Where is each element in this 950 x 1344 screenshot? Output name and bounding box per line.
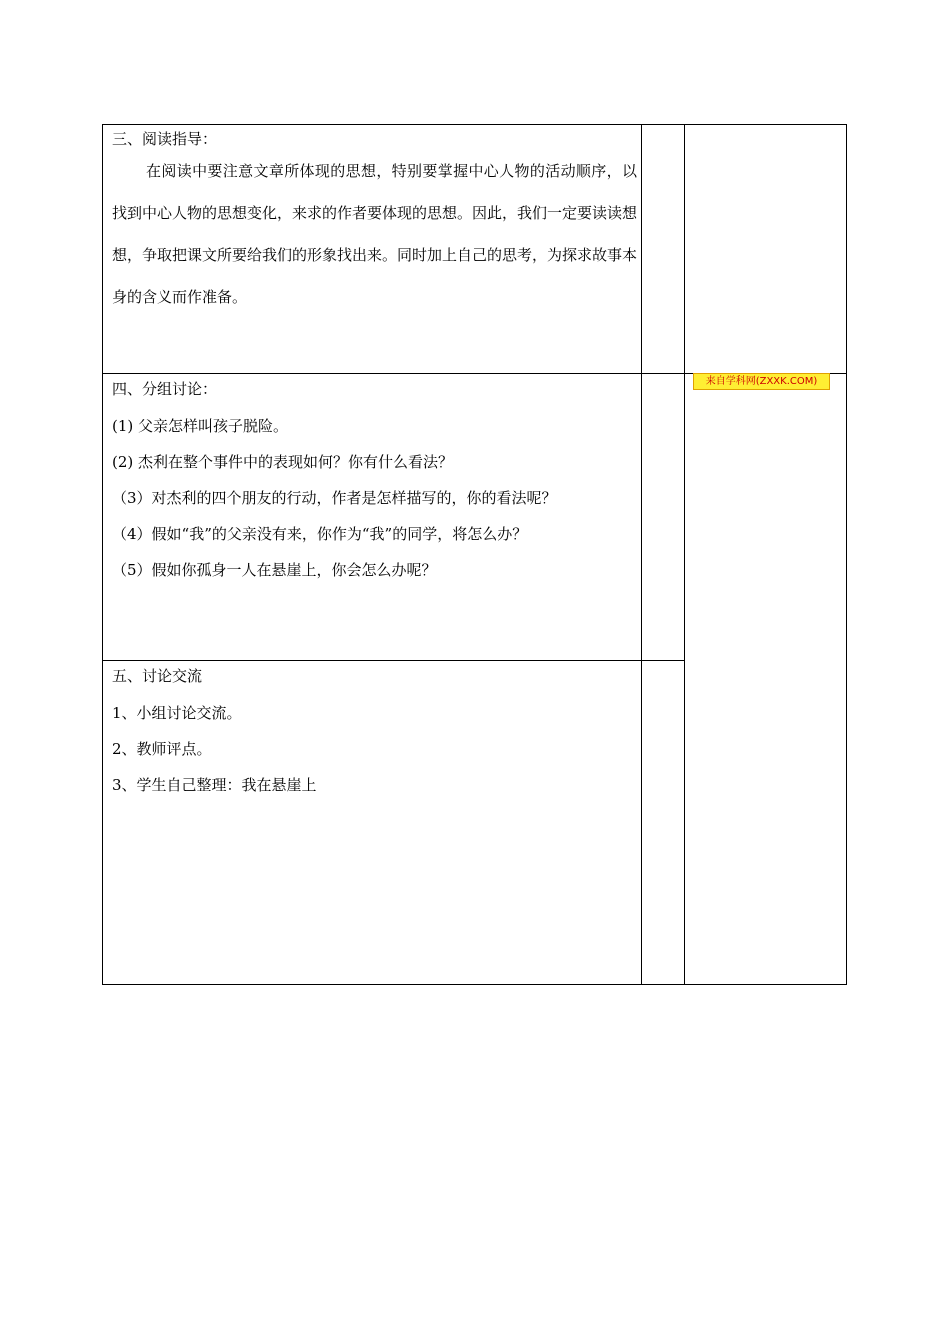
group-discussion-section: [112, 378, 637, 658]
discussion-exchange-section: [112, 665, 637, 975]
column-divider-2: [684, 124, 685, 985]
exchange-step: 2、教师评点。: [112, 740, 212, 758]
exchange-step: 1、小组讨论交流。: [112, 704, 242, 722]
discussion-question: (2) 杰利在整个事件中的表现如何？你有什么看法？: [112, 453, 454, 471]
reading-guidance-paragraph: 在阅读中要注意文章所体现的思想，特别要掌握中心人物的活动顺序，以找到中心人物的思想变化，来求的作者要体现的思想。因此，我们一定要读读想想，争取把课文所要给我们的形象找出来。同时加上自己的思考，为探求故事本身的含义而作准备。: [112, 162, 638, 306]
table-right-border: [846, 124, 847, 985]
column-divider-1: [641, 124, 642, 985]
row-divider-2: [102, 660, 685, 661]
section-heading: 三、阅读指导：: [112, 130, 218, 148]
discussion-question: （5）假如你孤身一人在悬崖上，你会怎么办呢？: [112, 561, 437, 579]
discussion-question: （3）对杰利的四个朋友的行动，作者是怎样描写的，你的看法呢？: [112, 489, 557, 507]
source-watermark: 来自学科网(ZXXK.COM): [693, 373, 830, 390]
exchange-step: 3、学生自己整理：我在悬崖上: [112, 776, 317, 794]
reading-guidance-section: [112, 128, 637, 368]
discussion-question: （4）假如“我”的父亲没有来，你作为“我”的同学，将怎么办？: [112, 525, 528, 543]
table-left-border: [102, 124, 103, 985]
section-heading: 五、讨论交流: [112, 667, 203, 685]
table-top-border: [102, 124, 847, 125]
table-bottom-border: [102, 984, 847, 985]
section-heading: 四、分组讨论：: [112, 380, 218, 398]
discussion-question: (1) 父亲怎样叫孩子脱险。: [112, 417, 289, 435]
